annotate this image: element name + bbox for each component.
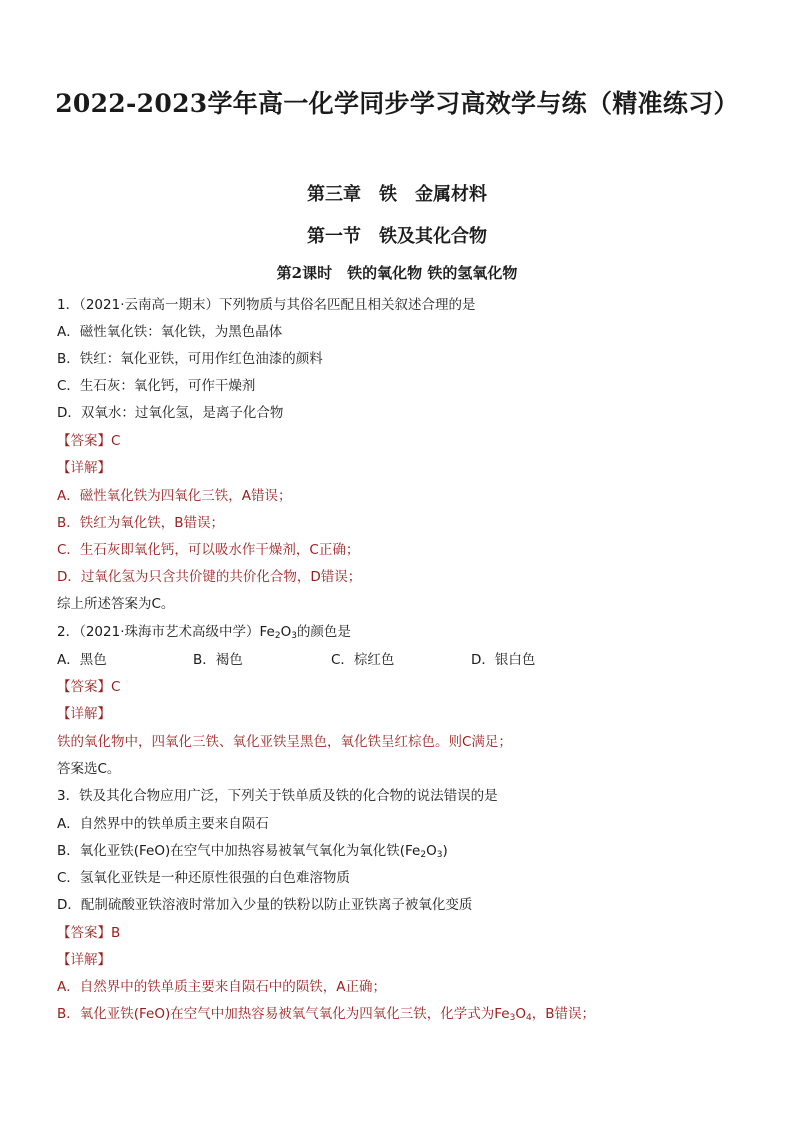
q3-stem: 3．铁及其化合物应用广泛，下列关于铁单质及铁的化合物的说法错误的是	[57, 788, 498, 804]
q3-option-c: C．氢氧化亚铁是一种还原性很强的白色难溶物质	[57, 870, 350, 886]
q3-explanation-b-mid: O	[515, 1006, 526, 1022]
q1-option-a: A．磁性氧化铁：氧化铁，为黑色晶体	[57, 324, 283, 340]
q2-conclusion: 答案选C。	[57, 761, 121, 777]
q2-detail-label: 【详解】	[57, 706, 111, 722]
q2-option-a: A．黑色	[57, 652, 107, 668]
chapter-heading: 第三章 铁 金属材料	[307, 184, 487, 205]
q1-option-b: B．铁红：氧化亚铁，可用作红色油漆的颜料	[57, 351, 323, 367]
q1-explanation-d: D．过氧化氢为只含共价键的共价化合物，D错误；	[57, 569, 362, 585]
q2-stem-suffix: 的颜色是	[296, 624, 351, 640]
q1-explanation-b: B．铁红为氧化铁，B错误；	[57, 515, 225, 531]
q3-option-b-mid: O	[426, 843, 437, 859]
q3-option-b	[57, 842, 448, 860]
q3-explanation-b-subscript-1: 3	[509, 1013, 516, 1023]
q1-conclusion: 综上所述答案为C。	[57, 596, 175, 612]
q2-explanation: 铁的氧化物中，四氧化三铁、氧化亚铁呈黑色，氧化铁呈红棕色。则C满足；	[57, 734, 512, 750]
q1-option-d: D．双氧水：过氧化氢，是离子化合物	[57, 405, 284, 421]
q2-stem-subscript-1: 2	[274, 631, 281, 641]
q2-option-c: C．棕红色	[331, 652, 395, 668]
q3-explanation-a: A．自然界中的铁单质主要来自陨石中的陨铁，A正确；	[57, 979, 386, 995]
q1-stem: 1．（2021·云南高一期末）下列物质与其俗名匹配且相关叙述合理的是	[57, 297, 476, 313]
section-heading: 第一节 铁及其化合物	[307, 226, 487, 247]
q3-explanation-b-prefix: B．氧化亚铁(FeO)在空气中加热容易被氧气氧化为四氧化三铁，化学式为Fe	[57, 1006, 510, 1022]
q1-option-c: C．生石灰：氧化钙，可作干燥剂	[57, 378, 256, 394]
q1-explanation-a: A．磁性氧化铁为四氧化三铁，A错误；	[57, 488, 292, 504]
q3-option-b-subscript-1: 2	[420, 850, 427, 860]
q2-option-b: B．褐色	[193, 652, 243, 668]
q1-detail-label: 【详解】	[57, 460, 111, 476]
q2-stem	[57, 623, 351, 641]
q3-explanation-b-suffix: ，B错误；	[531, 1006, 595, 1022]
q2-option-d: D．银白色	[471, 652, 536, 668]
q2-answer: 【答案】C	[57, 679, 121, 695]
q1-answer: 【答案】C	[57, 433, 121, 449]
q3-explanation-b-subscript-2: 4	[525, 1013, 532, 1023]
q3-answer: 【答案】B	[57, 925, 121, 941]
q3-explanation-b	[57, 1005, 595, 1023]
document-title: 2022-2023学年高一化学同步学习高效学与练（精准练习）	[55, 89, 739, 118]
lesson-heading: 第2课时 铁的氧化物 铁的氢氧化物	[276, 264, 518, 282]
q2-stem-mid: O	[280, 624, 292, 640]
q3-option-b-suffix: )	[442, 843, 448, 859]
q2-stem-subscript-2: 3	[291, 631, 297, 641]
q3-option-b-prefix: B．氧化亚铁(FeO)在空气中加热容易被氧气氧化为氧化铁(Fe	[57, 843, 421, 859]
q3-option-a: A．自然界中的铁单质主要来自陨石	[57, 816, 269, 832]
q3-detail-label: 【详解】	[57, 952, 111, 968]
q2-stem-prefix: 2．（2021·珠海市艺术高级中学）Fe	[57, 624, 275, 640]
q2-options	[57, 651, 535, 669]
q1-explanation-c: C．生石灰即氧化钙，可以吸水作干燥剂，C正确；	[57, 542, 360, 558]
q3-option-d: D．配制硫酸亚铁溶液时常加入少量的铁粉以防止亚铁离子被氧化变质	[57, 897, 473, 913]
q3-option-b-subscript-2: 3	[436, 850, 443, 860]
